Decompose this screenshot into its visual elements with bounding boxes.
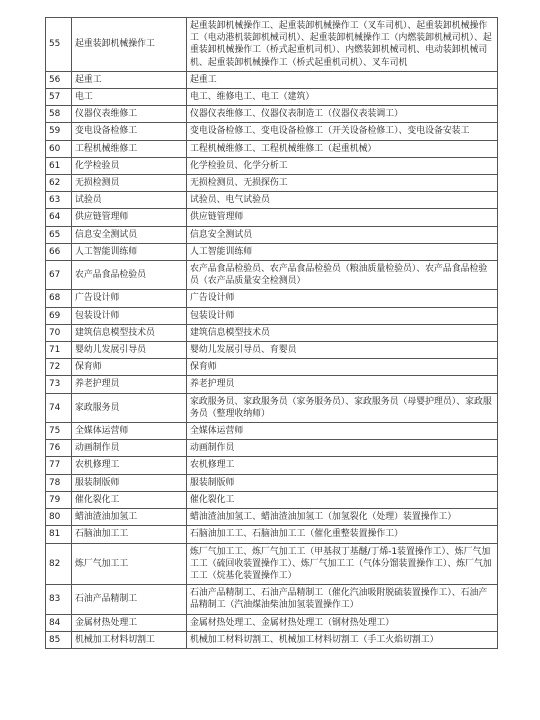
occupation-detail: 蜡油渣油加氢工、蜡油渣油加氢工（加氢裂化（处理）装置操作工） — [187, 509, 498, 526]
table-row — [46, 261, 498, 290]
occupation-name: 供应链管理师 — [72, 209, 187, 226]
occupation-name: 炼厂气加工工 — [72, 543, 187, 585]
occupation-name: 婴幼儿发展引导员 — [72, 342, 187, 359]
row-number: 81 — [46, 526, 72, 543]
occupation-detail: 催化裂化工 — [187, 491, 498, 508]
table-row — [46, 457, 498, 474]
occupation-name: 动画制作员 — [72, 440, 187, 457]
occupation-name: 建筑信息模型技术员 — [72, 324, 187, 341]
table-row — [46, 474, 498, 491]
row-number: 69 — [46, 307, 72, 324]
table-row — [46, 509, 498, 526]
table-row — [46, 140, 498, 157]
table-row — [46, 290, 498, 307]
table-row — [46, 324, 498, 341]
occupation-name: 金属材热处理工 — [72, 614, 187, 631]
table-row — [46, 89, 498, 106]
row-number: 79 — [46, 491, 72, 508]
occupation-name: 蜡油渣油加氢工 — [72, 509, 187, 526]
occupation-detail: 电工、维修电工、电工（建筑） — [187, 89, 498, 106]
occupation-detail: 农机修理工 — [187, 457, 498, 474]
occupation-name: 石脑油加工工 — [72, 526, 187, 543]
occupation-name: 石油产品精制工 — [72, 585, 187, 614]
row-number: 72 — [46, 359, 72, 376]
row-number: 82 — [46, 543, 72, 585]
occupation-detail: 广告设计师 — [187, 290, 498, 307]
occupation-name: 广告设计师 — [72, 290, 187, 307]
table-row — [46, 423, 498, 440]
row-number: 64 — [46, 209, 72, 226]
row-number: 63 — [46, 192, 72, 209]
row-number: 60 — [46, 140, 72, 157]
occupation-name: 农产品食品检验员 — [72, 261, 187, 290]
table-row — [46, 585, 498, 614]
row-number: 67 — [46, 261, 72, 290]
occupation-detail: 保育师 — [187, 359, 498, 376]
occupation-name: 工程机械维修工 — [72, 140, 187, 157]
occupation-name: 养老护理员 — [72, 376, 187, 393]
occupation-name: 试验员 — [72, 192, 187, 209]
occupation-detail: 无损检测员、无损探伤工 — [187, 175, 498, 192]
occupation-name: 仪器仪表维修工 — [72, 106, 187, 123]
occupation-name: 信息安全测试员 — [72, 226, 187, 243]
occupation-name: 起重装卸机械操作工 — [72, 18, 187, 72]
occupation-detail: 机械加工材料切割工、机械加工材料切割工（手工火焰切割工） — [187, 631, 498, 648]
occupation-detail: 包装设计师 — [187, 307, 498, 324]
occupation-detail: 工程机械维修工、工程机械维修工（起重机械） — [187, 140, 498, 157]
occupation-detail: 仪器仪表维修工、仪器仪表制造工（仪器仪表装调工） — [187, 106, 498, 123]
occupation-name: 包装设计师 — [72, 307, 187, 324]
occupation-name: 服装制版师 — [72, 474, 187, 491]
occupation-detail: 炼厂气加工工、炼厂气加工工（甲基叔丁基醚/丁烯-1装置操作工）、炼厂气加工工（硫回收装置操作工）、炼厂气加工工（气体分馏装置操作工）、炼厂气加工工（烷基化装置操作工） — [187, 543, 498, 585]
occupation-name: 催化裂化工 — [72, 491, 187, 508]
occupation-name: 农机修理工 — [72, 457, 187, 474]
occupation-detail: 全媒体运营师 — [187, 423, 498, 440]
occupation-detail: 供应链管理师 — [187, 209, 498, 226]
occupation-detail: 起重工 — [187, 71, 498, 88]
occupation-detail: 人工智能训练师 — [187, 243, 498, 260]
row-number: 78 — [46, 474, 72, 491]
occupation-name: 机械加工材料切割工 — [72, 631, 187, 648]
occupation-detail: 养老护理员 — [187, 376, 498, 393]
occupation-detail: 起重装卸机械操作工、起重装卸机械操作工（叉车司机）、起重装卸机械操作工（电动港机装卸机械司机）、起重装卸机械操作工（内燃装卸机械司机）、起重装卸机械操作工（桥式起重机司机）、内燃装卸机械司机、电动装卸机械司机、起重装卸机械操作工（桥式起重机司机）、叉车司机 — [187, 18, 498, 72]
row-number: 77 — [46, 457, 72, 474]
occupation-detail: 服装制版师 — [187, 474, 498, 491]
row-number: 65 — [46, 226, 72, 243]
row-number: 59 — [46, 123, 72, 140]
table-row — [46, 243, 498, 260]
occupation-detail: 农产品食品检验员、农产品食品检验员（粮油质量检验员）、农产品食品检验员（农产品质量安全检测员） — [187, 261, 498, 290]
table-row — [46, 376, 498, 393]
row-number: 66 — [46, 243, 72, 260]
occupation-name: 化学检验员 — [72, 157, 187, 174]
table-row — [46, 106, 498, 123]
occupation-name: 无损检测员 — [72, 175, 187, 192]
row-number: 57 — [46, 89, 72, 106]
table-row — [46, 359, 498, 376]
row-number: 55 — [46, 18, 72, 72]
occupation-detail: 家政服务员、家政服务员（家务服务员）、家政服务员（母婴护理员）、家政服务员（整理收纳师） — [187, 393, 498, 422]
row-number: 76 — [46, 440, 72, 457]
occupation-detail: 婴幼儿发展引导员、育婴员 — [187, 342, 498, 359]
occupation-name: 人工智能训练师 — [72, 243, 187, 260]
table-row — [46, 631, 498, 648]
table-row — [46, 526, 498, 543]
occupation-table — [45, 17, 498, 649]
occupation-name: 保育师 — [72, 359, 187, 376]
row-number: 61 — [46, 157, 72, 174]
row-number: 71 — [46, 342, 72, 359]
occupation-name: 起重工 — [72, 71, 187, 88]
row-number: 73 — [46, 376, 72, 393]
occupation-name: 家政服务员 — [72, 393, 187, 422]
occupation-name: 全媒体运营师 — [72, 423, 187, 440]
table-row — [46, 440, 498, 457]
occupation-detail: 化学检验员、化学分析工 — [187, 157, 498, 174]
row-number: 70 — [46, 324, 72, 341]
table-row — [46, 71, 498, 88]
occupation-detail: 金属材热处理工、金属材热处理工（钢材热处理工） — [187, 614, 498, 631]
table-row — [46, 491, 498, 508]
table-row — [46, 614, 498, 631]
row-number: 85 — [46, 631, 72, 648]
row-number: 75 — [46, 423, 72, 440]
occupation-detail: 试验员、电气试验员 — [187, 192, 498, 209]
row-number: 74 — [46, 393, 72, 422]
table-row — [46, 543, 498, 585]
occupation-name: 电工 — [72, 89, 187, 106]
table-row — [46, 342, 498, 359]
table-row — [46, 175, 498, 192]
table-row — [46, 18, 498, 72]
row-number: 58 — [46, 106, 72, 123]
occupation-detail: 石油产品精制工、石油产品精制工（催化汽油吸附脱硫装置操作工）、石油产品精制工（汽油煤油柴油加氢装置操作工） — [187, 585, 498, 614]
row-number: 84 — [46, 614, 72, 631]
table-body — [46, 18, 498, 649]
row-number: 83 — [46, 585, 72, 614]
table-row — [46, 209, 498, 226]
occupation-detail: 动画制作员 — [187, 440, 498, 457]
table-row — [46, 393, 498, 422]
occupation-detail: 石脑油加工工、石脑油加工工（催化重整装置操作工） — [187, 526, 498, 543]
row-number: 80 — [46, 509, 72, 526]
table-row — [46, 192, 498, 209]
table-row — [46, 226, 498, 243]
row-number: 68 — [46, 290, 72, 307]
occupation-name: 变电设备检修工 — [72, 123, 187, 140]
occupation-detail: 建筑信息模型技术员 — [187, 324, 498, 341]
row-number: 56 — [46, 71, 72, 88]
occupation-detail: 信息安全测试员 — [187, 226, 498, 243]
table-row — [46, 157, 498, 174]
occupation-detail: 变电设备检修工、变电设备检修工（开关设备检修工）、变电设备安装工 — [187, 123, 498, 140]
table-row — [46, 123, 498, 140]
table-row — [46, 307, 498, 324]
row-number: 62 — [46, 175, 72, 192]
